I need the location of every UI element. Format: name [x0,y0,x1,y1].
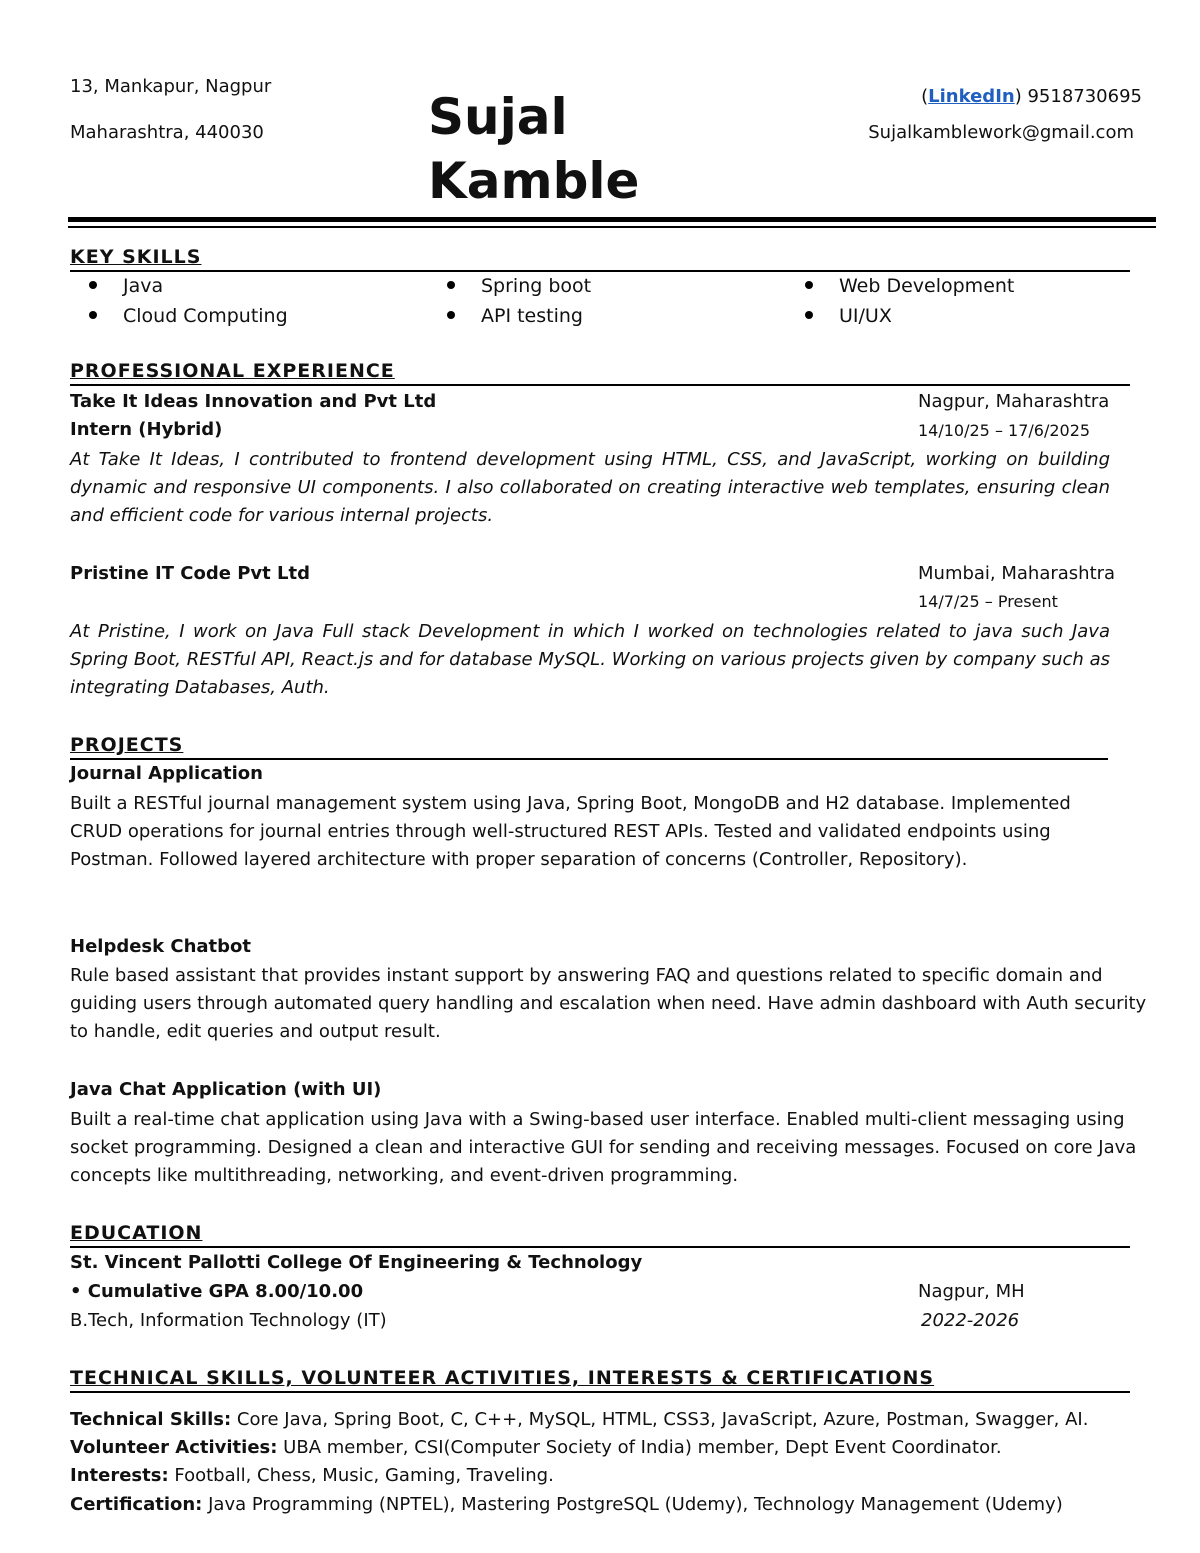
email-address: Sujalkamblework@gmail.com [868,122,1134,143]
interests-value: Football, Chess, Music, Gaming, Traveling. [168,1465,554,1486]
phone-number: 9518730695 [1027,86,1142,107]
certification-line [70,1491,1063,1519]
section-title-key-skills: KEY SKILLS [70,244,1130,272]
certification-label: Certification: [70,1494,203,1515]
header-rule-thin [68,226,1156,228]
project-description: Rule based assistant that provides instant support by answering FAQ and questions related to specific domain and guiding users through automated query handling and escalation when need. Have admin dashboard with Auth security to handle, edit queries and output result. [70,965,1147,1042]
skill-item: Cloud Computing [89,302,288,331]
interests-line [70,1462,554,1490]
skill-item: UI/UX [805,302,892,331]
project-name: Helpdesk Chatbot [70,936,252,957]
project-description: Built a real-time chat application using Java with a Swing-based user interface. Enabled multi-client messaging using socket programming. Designed a clean and interactive GUI for sending and receiving messages. Focused on core Java concepts like multithreading, networking, and event-driven programming. [70,1109,1137,1186]
first-name: Sujal [428,88,568,146]
volunteer-label: Volunteer Activities: [70,1437,278,1458]
volunteer-line [70,1434,1002,1462]
section-title-education: EDUCATION [70,1220,1130,1248]
project-name: Journal Application [70,763,263,784]
linkedin-link[interactable]: LinkedIn [928,86,1015,107]
volunteer-value: UBA member, CSI(Computer Society of India) member, Dept Event Coordinator. [277,1437,1002,1458]
project-description: Built a RESTful journal management system using Java, Spring Boot, MongoDB and H2 database. Implemented CRUD operations for journal entries through well-structured REST APIs. Tested and validated endpoints using Postman. Followed layered architecture with proper separation of concerns (Controller, Repository). [70,793,1071,870]
job-description: At Take It Ideas, I contributed to frontend development using HTML, CSS, and JavaScript, working on building dynamic and responsive UI components. I also collaborated on creating interactive web templates, ensuring clean and efficient code for various internal projects. [70,449,1110,526]
job-company: Pristine IT Code Pvt Ltd [70,563,310,584]
contact-line [921,83,1142,111]
technical-skills-label: Technical Skills: [70,1409,232,1430]
technical-skills-value: Core Java, Spring Boot, C, C++, MySQL, HTML, CSS3, JavaScript, Azure, Postman, Swagger, AI. [231,1409,1089,1430]
section-title-extras: TECHNICAL SKILLS, VOLUNTEER ACTIVITIES, INTERESTS & CERTIFICATIONS [70,1365,1130,1393]
interests-label: Interests: [70,1465,169,1486]
section-title-projects: PROJECTS [70,732,1108,760]
project-name: Java Chat Application (with UI) [70,1079,382,1100]
job-description: At Pristine, I work on Java Full stack Development in which I worked on technologies related to java such Java Spring Boot, RESTful API, React.js and for database MySQL. Working on various projects given by company such as integrating Databases, Auth. [70,621,1110,698]
education-location: Nagpur, MH [918,1281,1025,1302]
job-dates: 14/7/25 – Present [918,592,1058,611]
address-line-2: Maharashtra, 440030 [70,122,264,143]
skill-item: Java [89,272,163,301]
bullet-icon [447,281,455,289]
bullet-icon [805,281,813,289]
last-name: Kamble [428,152,640,210]
education-years: 2022-2026 [921,1310,1020,1331]
education-gpa: • Cumulative GPA 8.00/10.00 [70,1281,364,1302]
certification-value: Java Programming (NPTEL), Mastering PostgreSQL (Udemy), Technology Management (Udemy) [202,1494,1063,1515]
address-line-1: 13, Mankapur, Nagpur [70,76,272,97]
header-rule-thick [68,217,1156,222]
bullet-icon [805,311,813,319]
bullet-icon [89,281,97,289]
linkedin-paren-open: ( [921,86,929,107]
job-dates: 14/10/25 – 17/6/2025 [918,421,1091,440]
education-college: St. Vincent Pallotti College Of Engineering & Technology [70,1252,643,1273]
technical-skills-line [70,1406,1088,1434]
job-location: Mumbai, Maharashtra [918,563,1116,584]
skill-item: Web Development [805,272,1014,301]
bullet-icon [89,311,97,319]
job-location: Nagpur, Maharashtra [918,391,1110,412]
job-company: Take It Ideas Innovation and Pvt Ltd [70,391,437,412]
job-role: Intern (Hybrid) [70,419,223,440]
bullet-icon [447,311,455,319]
skill-item: API testing [447,302,583,331]
section-title-experience: PROFESSIONAL EXPERIENCE [70,358,1130,386]
linkedin-paren-close: ) [1014,86,1022,107]
education-degree: B.Tech, Information Technology (IT) [70,1310,387,1331]
skill-item: Spring boot [447,272,591,301]
